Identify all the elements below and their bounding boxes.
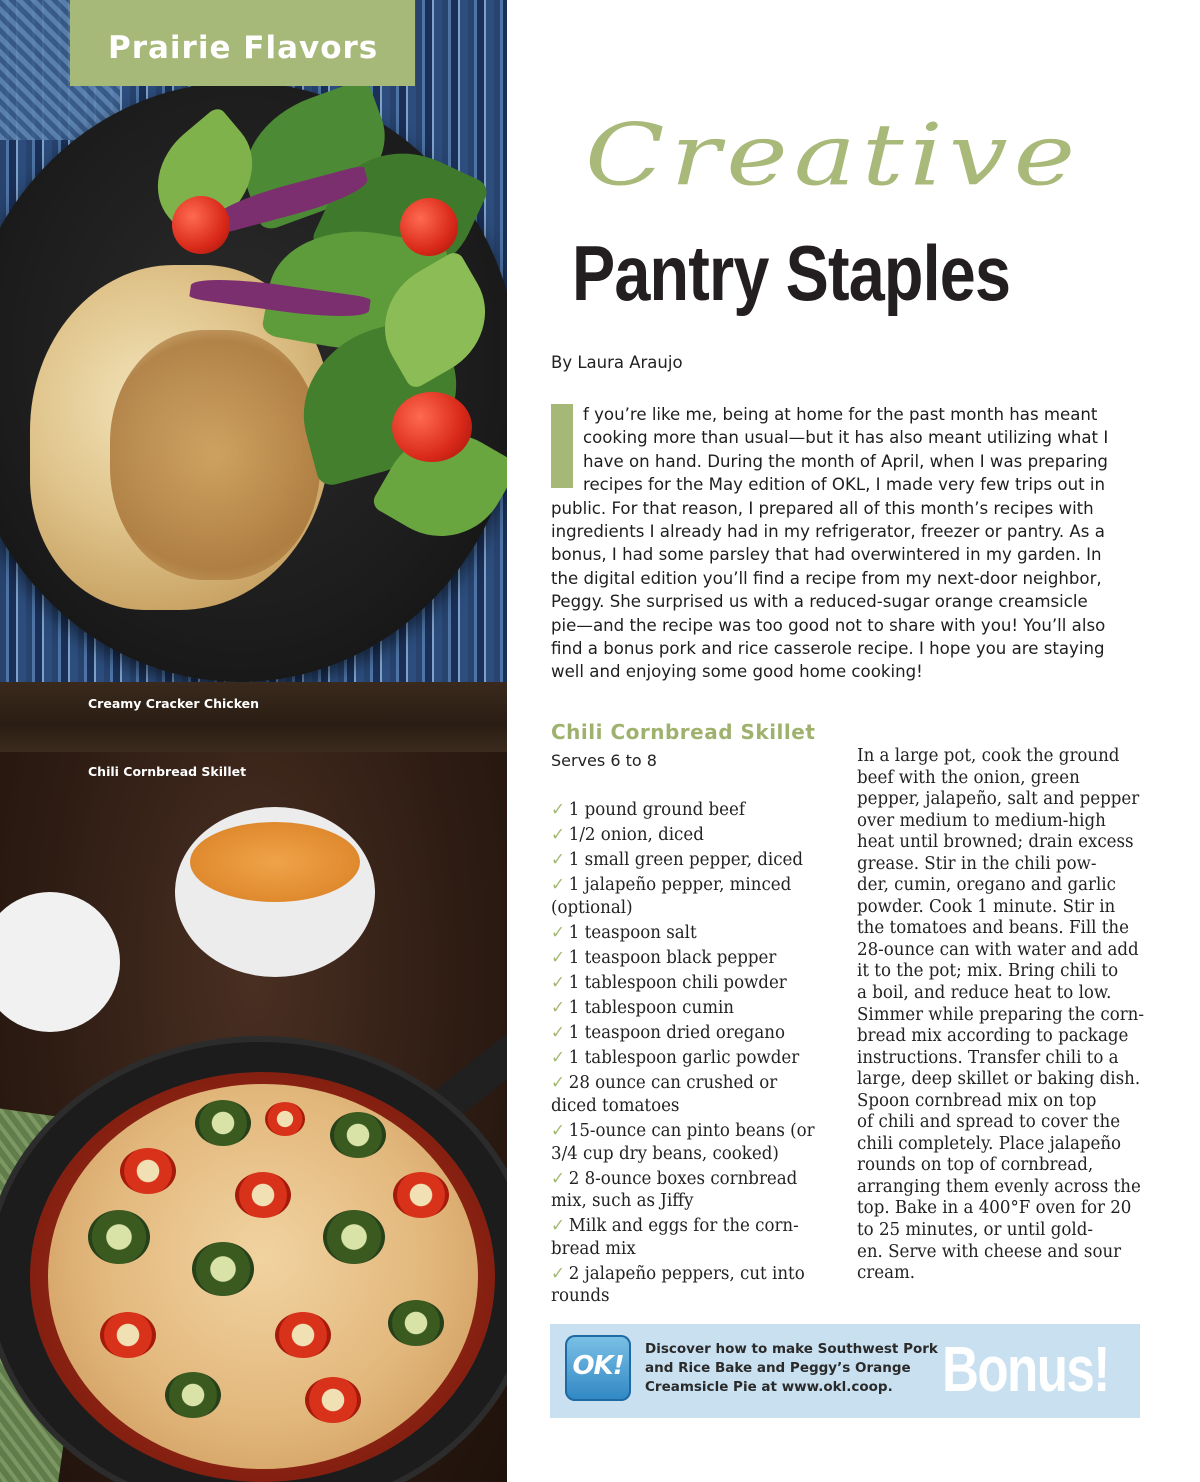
photo-caption-bottom: Chili Cornbread Skillet xyxy=(88,764,247,779)
directions-line: der, cumin, oregano and garlic xyxy=(857,875,1116,896)
ingredient-item xyxy=(551,824,827,847)
directions-line: cream. xyxy=(857,1263,916,1284)
jalapeno-round xyxy=(323,1210,385,1264)
ingredient-item xyxy=(551,1215,827,1260)
bonus-line: and Rice Bake and Peggy’s Orange xyxy=(645,1360,911,1376)
serves: Serves 6 to 8 xyxy=(551,751,657,770)
intro-line: the digital edition you’ll find a recipe from my next-door neighbor, xyxy=(551,568,1102,588)
chili-cornbread-skillet-photo xyxy=(0,752,507,1482)
ingredient-list xyxy=(551,799,827,1310)
jalapeno-round xyxy=(195,1100,251,1146)
intro-line: recipes for the May edition of OKL, I made very few trips out in xyxy=(583,475,1105,495)
directions-line: heat until browned; drain excess xyxy=(857,832,1134,853)
ingredient-item xyxy=(551,799,827,822)
check-icon: ✓ xyxy=(551,1216,565,1237)
ingredient-text: 1 teaspoon salt xyxy=(568,922,697,943)
cherry-tomato xyxy=(172,196,230,254)
check-icon: ✓ xyxy=(551,825,565,846)
directions-line: a boil, and reduce heat to low. xyxy=(857,983,1112,1004)
ingredient-text: 1 tablespoon cumin xyxy=(568,998,734,1019)
jalapeno-round xyxy=(165,1372,221,1418)
ingredient-text: 2 jalapeño peppers, cut into rounds xyxy=(551,1263,805,1307)
ingredient-text: 15-ounce can pinto beans (or 3/4 cup dry beans, cooked) xyxy=(551,1121,815,1164)
jalapeno-round xyxy=(305,1377,361,1423)
directions-line: arranging them evenly across the xyxy=(857,1176,1141,1197)
check-icon: ✓ xyxy=(551,1263,565,1284)
ingredient-item xyxy=(551,849,827,872)
directions-line: powder. Cook 1 minute. Stir in xyxy=(857,896,1116,917)
cracker-topping xyxy=(110,330,320,580)
shredded-cheese xyxy=(190,822,360,902)
creamy-cracker-chicken-photo xyxy=(0,0,507,752)
intro-paragraph xyxy=(551,403,1131,684)
intro-line: ingredients I already had in my refrigerator, freezer or pantry. As a xyxy=(551,522,1105,542)
check-icon: ✓ xyxy=(551,973,565,994)
ingredient-text: 28 ounce can crushed or diced tomatoes xyxy=(551,1073,778,1116)
directions-line: instructions. Transfer chili to a xyxy=(857,1047,1119,1068)
ok-logo-text: OK! xyxy=(572,1351,624,1381)
ingredient-item xyxy=(551,947,827,970)
directions-line: chili completely. Place jalapeño xyxy=(857,1133,1122,1154)
jalapeno-round xyxy=(192,1242,254,1296)
ingredient-item xyxy=(551,1120,827,1165)
intro-line: have on hand. During the month of April, when I was preparing xyxy=(583,451,1108,471)
intro-line: public. For that reason, I prepared all of this month’s recipes with xyxy=(551,498,1094,518)
byline: By Laura Araujo xyxy=(551,353,683,372)
ok-logo-icon xyxy=(565,1335,631,1401)
directions-line: en. Serve with cheese and sour xyxy=(857,1241,1122,1262)
jalapeno-round xyxy=(100,1312,156,1358)
bonus-line: Discover how to make Southwest Pork xyxy=(645,1341,938,1357)
intro-line: bonus, I had some parsley that had overwintered in my garden. In xyxy=(551,545,1102,565)
check-icon: ✓ xyxy=(551,947,565,968)
directions-line: pepper, jalapeño, salt and pepper xyxy=(857,789,1140,810)
ingredient-item xyxy=(551,922,827,945)
ingredient-text: 1 pound ground beef xyxy=(568,800,746,820)
directions-line: it to the pot; mix. Bring chili to xyxy=(857,961,1119,982)
directions-line: over medium to medium-high xyxy=(857,810,1106,831)
ingredient-text: Milk and eggs for the corn-bread mix xyxy=(551,1216,799,1259)
cherry-tomato xyxy=(392,392,472,462)
jalapeno-round xyxy=(265,1102,305,1136)
check-icon: ✓ xyxy=(551,1048,565,1069)
directions-line: top. Bake in a 400°F oven for 20 xyxy=(857,1198,1132,1219)
directions-line: In a large pot, cook the ground xyxy=(857,746,1120,766)
check-icon: ✓ xyxy=(551,1121,565,1142)
page-title: Pantry Staples xyxy=(572,229,1011,317)
directions-line: 28-ounce can with water and add xyxy=(857,939,1139,960)
jalapeno-round xyxy=(120,1148,176,1194)
photo-caption-top: Creamy Cracker Chicken xyxy=(88,696,260,711)
intro-line: f you’re like me, being at home for the past month has meant xyxy=(583,405,1098,424)
directions-line: beef with the onion, green xyxy=(857,767,1080,788)
ingredient-text: 1 tablespoon chili powder xyxy=(568,973,787,994)
bonus-line: Creamsicle Pie at www.okl.coop. xyxy=(645,1379,893,1395)
section-tab-label: Prairie Flavors xyxy=(108,30,379,66)
ingredient-text: 1 small green pepper, diced xyxy=(568,850,804,871)
directions xyxy=(857,746,1144,1285)
check-icon: ✓ xyxy=(551,1168,565,1189)
directions-line: Spoon cornbread mix on top xyxy=(857,1090,1097,1111)
intro-line: cooking more than usual—but it has also meant utilizing what I xyxy=(583,428,1109,448)
bonus-heading: Bonus! xyxy=(942,1333,1109,1405)
check-icon: ✓ xyxy=(551,875,565,896)
directions-line: the tomatoes and beans. Fill the xyxy=(857,918,1129,939)
cherry-tomato xyxy=(400,198,458,256)
ingredient-text: 1 jalapeño pepper, minced (optional) xyxy=(551,875,792,918)
check-icon: ✓ xyxy=(551,850,565,871)
cornbread-topping xyxy=(48,1084,478,1469)
check-icon: ✓ xyxy=(551,1023,565,1044)
directions-line: to 25 minutes, or until gold- xyxy=(857,1220,1094,1241)
intro-line: Peggy. She surprised us with a reduced-sugar orange creamsicle xyxy=(551,592,1088,612)
ingredient-text: 1 teaspoon dried oregano xyxy=(568,1023,785,1044)
check-icon: ✓ xyxy=(551,998,565,1019)
ingredient-text: 1 tablespoon garlic powder xyxy=(568,1048,800,1069)
directions-line: rounds on top of cornbread, xyxy=(857,1155,1094,1176)
directions-line: Simmer while preparing the corn- xyxy=(857,1004,1144,1025)
intro-line: well and enjoying some good home cooking! xyxy=(551,662,923,682)
recipe-title: Chili Cornbread Skillet xyxy=(551,720,816,744)
sour-cream-bowl xyxy=(0,892,120,1032)
ingredient-item xyxy=(551,1047,827,1070)
jalapeno-round xyxy=(235,1172,291,1218)
directions-line: of chili and spread to cover the xyxy=(857,1112,1121,1133)
check-icon: ✓ xyxy=(551,1073,565,1094)
jalapeno-round xyxy=(330,1112,386,1158)
ingredient-item xyxy=(551,1168,827,1213)
intro-line: pie—and the recipe was too good not to share with you! You’ll also xyxy=(551,615,1106,635)
directions-line: grease. Stir in the chili pow- xyxy=(857,853,1097,874)
jalapeno-round xyxy=(88,1210,150,1264)
directions-line: large, deep skillet or baking dish. xyxy=(857,1069,1141,1090)
jalapeno-round xyxy=(275,1312,331,1358)
intro-line: find a bonus pork and rice casserole recipe. I hope you are staying xyxy=(551,639,1105,659)
ingredient-text: 1/2 onion, diced xyxy=(568,825,704,846)
ingredient-item xyxy=(551,972,827,995)
ingredient-item xyxy=(551,1263,827,1308)
section-tab xyxy=(70,0,415,86)
ingredient-item xyxy=(551,997,827,1020)
jalapeno-round xyxy=(393,1172,449,1218)
title-script: Creative xyxy=(585,105,1082,206)
check-icon: ✓ xyxy=(551,922,565,943)
ingredient-item xyxy=(551,1072,827,1117)
bonus-text xyxy=(645,1340,938,1397)
photo-column xyxy=(0,0,507,1482)
jalapeno-round xyxy=(388,1300,444,1346)
wooden-table xyxy=(0,682,507,752)
ingredient-text: 2 8-ounce boxes cornbread mix, such as Jiffy xyxy=(551,1168,798,1212)
ingredient-item xyxy=(551,874,827,919)
check-icon: ✓ xyxy=(551,800,565,820)
bonus-box xyxy=(550,1324,1140,1418)
ingredient-item xyxy=(551,1022,827,1045)
ingredient-text: 1 teaspoon black pepper xyxy=(568,947,777,968)
directions-line: bread mix according to package xyxy=(857,1026,1129,1047)
